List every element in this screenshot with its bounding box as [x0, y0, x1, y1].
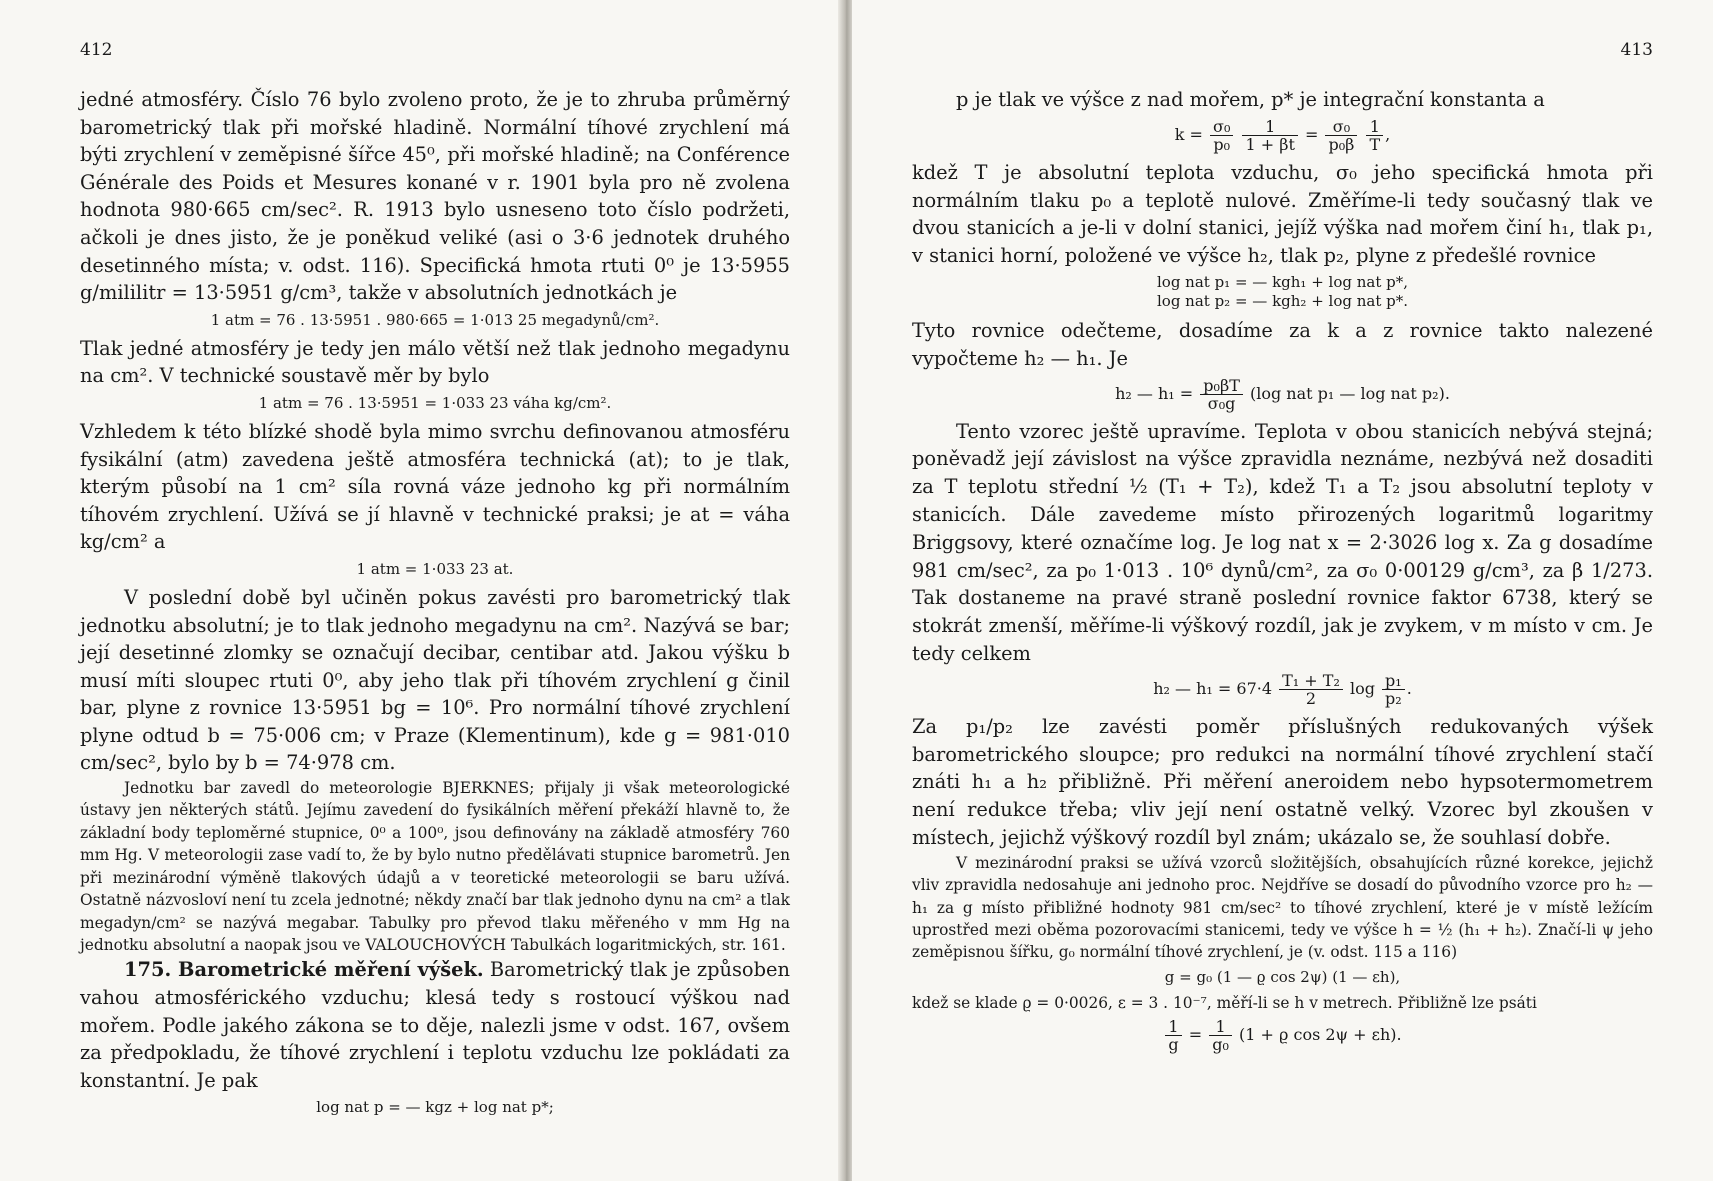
eq-line: log nat p₂ = — kgh₂ + log nat p*.	[1156, 291, 1409, 310]
eq-text: (1 + ϱ cos 2ψ + εh).	[1238, 1025, 1402, 1045]
paragraph: Tlak jedné atmosféry je tedy jen málo větší než tlak jednoho megadynu na cm². V technické soustavě měr by bylo	[80, 336, 790, 388]
fraction	[1382, 672, 1405, 707]
footnote: kdež se klade ϱ = 0·0026, ε = 3 . 10⁻⁷, měří-li se h v metrech. Přibližně lze psáti	[912, 993, 1537, 1012]
fraction	[1209, 1018, 1232, 1053]
section-paragraph	[80, 956, 790, 1094]
fraction	[1325, 118, 1357, 153]
numerator: 1	[1209, 1018, 1232, 1036]
paragraph: Tento vzorec ještě upravíme. Teplota v obou stanicích nebývá stejná; poněvadž její závislost na výšce zpravidla neznáme, nezbývá než dosaditi za T teplotu střední ½ (T₁ + T₂), kdež T₁ a T₂ jsou absolutní teploty v stanicích. Dále zavedeme místo přirozených logaritmů logaritmy Briggsovy, které označíme log. Je log nat x = 2·3026 log x. Za g dosadíme 981 cm/sec², za p₀ 1·013 . 10⁶ dynů/cm², za σ₀ 0·00129 g/cm³, za β 1/273. Tak dostaneme na pravé straně poslední rovnice faktor 6738, který se stokrát zmenší, měříme-li výškový rozdíl, jak je zvykem, v m místo v cm. Je tedy celkem	[912, 419, 1653, 665]
denominator: 1 + βt	[1245, 134, 1295, 154]
fraction	[1200, 377, 1243, 412]
equation: 1 atm = 1·033 23 at.	[356, 559, 514, 578]
numerator: p₀βT	[1200, 377, 1243, 395]
numerator: σ₀	[1210, 118, 1233, 136]
fraction	[1242, 118, 1297, 153]
section-heading: 175. Barometrické měření výšek.	[124, 958, 484, 982]
paragraph: Vzhledem k této blízké shodě byla mimo svrchu definovanou atmosféru fysikální (atm) zavedena ještě atmosféra technická (at); to je tlak, kterým působí na 1 cm² síla rovná váze jednoho kg při normálním tíhovém zrychlení. Užívá se jí hlavně v technické praksi; je at = váha kg/cm² a	[80, 419, 790, 554]
denominator: p₂	[1385, 688, 1402, 708]
eq-text: (log nat p₁ — log nat p₂).	[1249, 383, 1450, 403]
eq-text: .	[1406, 678, 1412, 698]
equation-logs	[912, 273, 1653, 311]
footnote: V mezinárodní praksi se užívá vzorců složitějších, obsahujících různé korekce, jejichž vliv zpravidla nedosahuje ani jednoho proc. Nejdříve se dosadí do původního vzorce pro h₂ — h₁ za g místo přibližné hodnoty 981 cm/sec² to tíhové zrychlení, které je v místě ležícím uprostřed mezi oběma pozorovacími stanicemi, tedy ve výšce h = ½ (h₁ + h₂). Značí-li ψ jeho zeměpisnou šířku, g₀ normální tíhové zrychlení, je (v. odst. 115 a 116)	[912, 853, 1653, 962]
equation: g = g₀ (1 — ϱ cos 2ψ) (1 — εh),	[1164, 967, 1401, 986]
eq-text: log	[1349, 678, 1375, 698]
equation-h	[912, 377, 1653, 412]
right-page	[852, 0, 1713, 1181]
footnote: Jednotku bar zavedl do meteorologie BJERKNES; přijaly ji však meteorologické ústavy jen některých států. Jejímu zavedení do fysikálních měření překáží hlavně to, že základní body teploměrné stupnice, 0⁰ a 100⁰, jsou definovány na základě atmosféry 760 mm Hg. V meteorologii zase vadí to, že by bylo nutno předělávati stupnice barometrů. Jen při mezinárodní výměně tlakových údajů a v teoretické meteorologii se baru užívá. Ostatně názvosloví není tu zcela jednotné; někdy značí bar tlak jednoho dynu na cm² a tlak megadyn/cm² se nazývá megabar. Tabulky pro převod tlaku měřeného v mm Hg na jednotku absolutní a naopak jsou ve VALOUCHOVÝCH Tabulkách logaritmických, str. 161.	[80, 779, 790, 954]
eq-text: =	[1188, 1025, 1203, 1045]
numerator: T₁ + T₂	[1279, 672, 1343, 690]
eq-text: ,	[1385, 124, 1391, 144]
equation: 1 atm = 76 . 13·5951 . 980·665 = 1·013 25 megadynů/cm².	[210, 310, 660, 329]
denominator: p₀	[1213, 134, 1231, 154]
denominator: p₀β	[1328, 134, 1355, 154]
equation: log nat p = — kgz + log nat p*;	[316, 1098, 554, 1117]
eq-text: =	[1304, 124, 1319, 144]
equation-k	[912, 118, 1653, 153]
fraction	[1165, 1018, 1181, 1053]
paragraph: Za p₁/p₂ lze zavésti poměr příslušných redukovaných výšek barometrického sloupce; pro redukci na normální tíhové zrychlení stačí znáti h₁ a h₂ přibližně. Při měření aneroidem nebo hypsotermometrem není redukce třeba; vliv její není ostatně velký. Vzorec byl zkoušen v místech, jejichž výškový rozdíl byl znám; ukázalo se, že souhlasí dobře.	[912, 714, 1653, 849]
denominator: T	[1369, 134, 1381, 154]
numerator: 1	[1242, 118, 1297, 136]
paragraph: p je tlak ve výšce z nad mořem, p* je integrační konstanta a	[956, 88, 1545, 111]
eq-text: h₂ — h₁ =	[1115, 383, 1194, 403]
denominator: g₀	[1212, 1035, 1229, 1055]
fraction	[1366, 118, 1383, 153]
paragraph: V poslední době byl učiněn pokus zavésti pro barometrický tlak jednotku absolutní; je to tlak jednoho megadynu na cm². Nazývá se bar; její desetinné zlomky se označují decibar, centibar atd. Jakou výšku b musí míti sloupec rtuti 0⁰, aby jeho tlak při tíhovém zrychlení g činil bar, plyne z rovnice 13·5951 bg = 10⁶. Pro normální tíhové zrychlení plyne odtud b = 75·006 cm; v Praze (Klementinum), kde g = 981·010 cm/sec², bylo by b = 74·978 cm.	[80, 585, 790, 775]
equation: 1 atm = 76 . 13·5951 = 1·033 23 váha kg/cm².	[258, 393, 612, 412]
denominator: 2	[1305, 688, 1317, 708]
equation-final	[912, 672, 1653, 707]
numerator: 1	[1366, 118, 1383, 136]
eq-text: h₂ — h₁ = 67·4	[1153, 678, 1273, 698]
equation-inverse-g	[912, 1018, 1653, 1053]
section-text: Barometrický tlak je způsoben vahou atmosférického vzduchu; klesá tedy s rostoucí výškou nad mořem. Podle jakého zákona se to děje, nalezli jsme v odst. 167, ovšem za předpokladu, že tíhové zrychlení i teplotu vzduchu lze pokládati za konstantní. Je pak	[80, 958, 790, 1092]
paragraph: Tyto rovnice odečteme, dosadíme za k a z rovnice takto nalezené vypočteme h₂ — h₁. Je	[912, 318, 1653, 370]
eq-text: k =	[1174, 124, 1203, 144]
fraction	[1279, 672, 1343, 707]
paragraph: jedné atmosféry. Číslo 76 bylo zvoleno proto, že je to zhruba průměrný barometrický tlak při mořské hladině. Normální tíhové zrychlení má býti zrychlení v zeměpisné šířce 45⁰, při mořské hladině; na Conférence Générale des Poids et Mesures konané v r. 1901 byla pro ně zvolena hodnota 980·665 cm/sec². R. 1913 bylo usneseno toto číslo podržeti, ačkoli je dnes jisto, že je poněkud veliké (asi o 3·6 jednotek druhého desetinného místa; v. odst. 116). Specifická hmota rtuti 0⁰ je 13·5955 g/mililitr = 13·5951 g/cm³, takže v absolutních jednotkách je	[80, 88, 790, 305]
page-number-right: 413	[1620, 40, 1653, 60]
numerator: p₁	[1382, 672, 1405, 690]
fraction	[1210, 118, 1233, 153]
numerator: 1	[1165, 1018, 1181, 1036]
left-page	[0, 0, 840, 1181]
eq-line: log nat p₁ = — kgh₁ + log nat p*,	[1156, 272, 1409, 291]
page-number-left: 412	[80, 40, 113, 60]
denominator: g	[1168, 1035, 1179, 1055]
numerator: σ₀	[1325, 118, 1357, 136]
paragraph: kdež T je absolutní teplota vzduchu, σ₀ jeho specifická hmota při normálním tlaku p₀ a teplotě nulové. Změříme-li tedy současný tlak ve dvou stanicích a je-li v dolní stanici, jejíž výška nad mořem činí h₁, tlak p₁, v stanici horní, položené ve výšce h₂, tlak p₂, plyne z předešlé rovnice	[912, 160, 1653, 268]
denominator: σ₀g	[1207, 393, 1236, 413]
